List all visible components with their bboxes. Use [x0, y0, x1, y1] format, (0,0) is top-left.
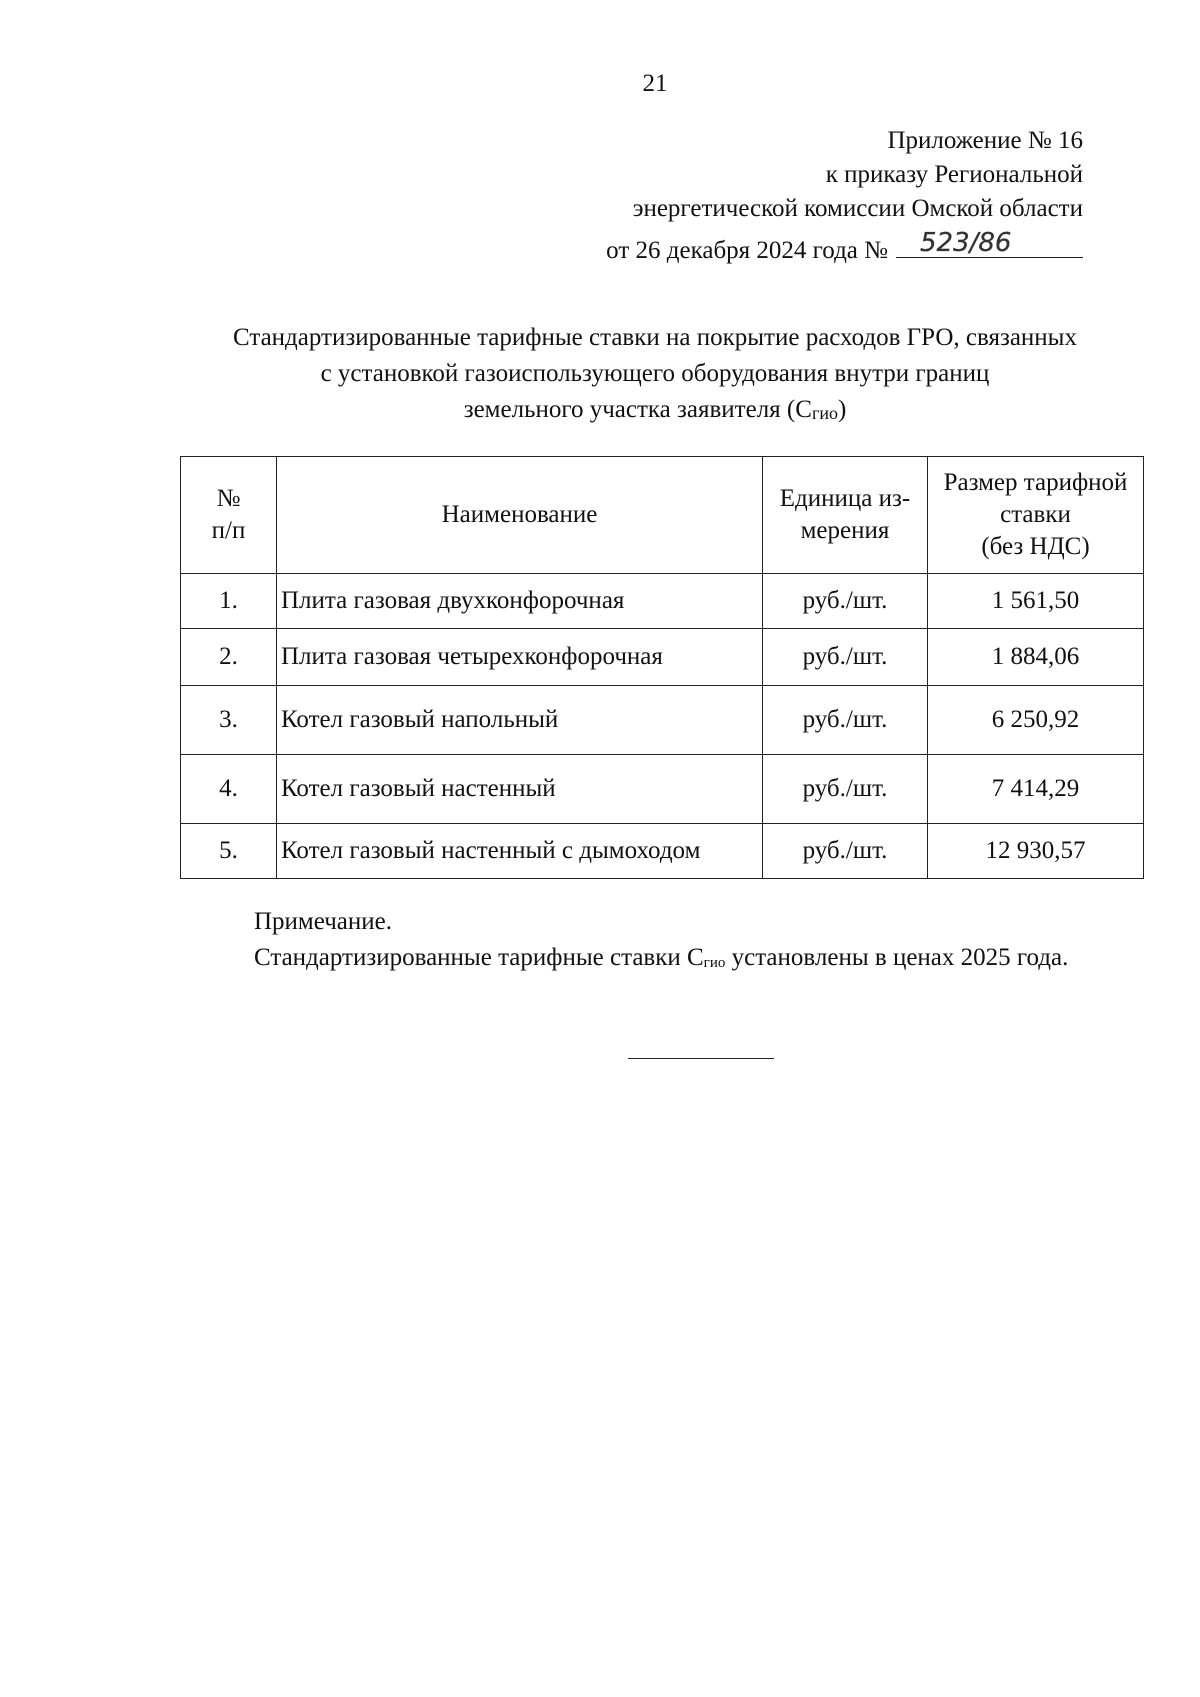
row-number: 1.	[181, 574, 277, 629]
appendix-title: Приложение № 16	[887, 127, 1083, 154]
header-name: Наименование	[277, 457, 763, 574]
row-number: 5.	[181, 824, 277, 879]
header-rate: Размер тарифной ставки (без НДС)	[928, 457, 1144, 574]
appendix-date-line	[606, 226, 1083, 268]
row-name: Котел газовый напольный	[277, 686, 763, 755]
row-rate: 7 414,29	[928, 755, 1144, 824]
row-unit: руб./шт.	[763, 686, 928, 755]
title-line-2: с установкой газоиспользующего оборудования внутри границ	[320, 360, 990, 387]
row-number: 3.	[181, 686, 277, 755]
note-heading: Примечание.	[254, 908, 393, 935]
row-unit: руб./шт.	[763, 574, 928, 629]
row-rate: 1 884,06	[928, 629, 1144, 686]
table-row	[181, 824, 1144, 879]
row-number: 2.	[181, 629, 277, 686]
row-number: 4.	[181, 755, 277, 824]
table-header-row	[181, 457, 1144, 574]
row-unit: руб./шт.	[763, 755, 928, 824]
appendix-commission: энергетической комиссии Омской области	[632, 195, 1083, 222]
header-unit: Единица из- мерения	[763, 457, 928, 574]
table-row	[181, 686, 1144, 755]
svg-text:523/86: 523/86	[920, 228, 1012, 257]
page-number: 21	[642, 70, 668, 97]
order-number-field	[896, 226, 1083, 258]
row-rate: 6 250,92	[928, 686, 1144, 755]
table-row	[181, 629, 1144, 686]
table-row	[181, 755, 1144, 824]
handwritten-order-number	[918, 227, 1068, 257]
row-unit: руб./шт.	[763, 824, 928, 879]
row-rate: 12 930,57	[928, 824, 1144, 879]
row-name: Котел газовый настенный	[277, 755, 763, 824]
appendix-order-ref: к приказу Региональной	[825, 161, 1083, 188]
end-divider	[628, 1058, 774, 1059]
appendix-block	[606, 124, 1083, 268]
row-name: Котел газовый настенный с дымоходом	[277, 824, 763, 879]
header-num: № п/п	[181, 457, 277, 574]
note-block	[180, 904, 1143, 981]
title-line-3: земельного участка заявителя $(С_{гио})$	[463, 396, 847, 423]
table-row	[181, 574, 1144, 629]
title-line-1: Стандартизированные тарифные ставки на покрытие расходов ГРО, связанных	[233, 324, 1077, 351]
row-name: Плита газовая двухконфорочная	[277, 574, 763, 629]
document-title	[150, 320, 1160, 431]
note-text: Стандартизированные тарифные ставки $С_{гио}$ установлены в ценах 2025 года.	[254, 944, 1069, 971]
row-name: Плита газовая четырехконфорочная	[277, 629, 763, 686]
appendix-date: от 26 декабря 2024 года №	[606, 237, 888, 264]
row-unit: руб./шт.	[763, 629, 928, 686]
tariff-table	[180, 456, 1144, 879]
row-rate: 1 561,50	[928, 574, 1144, 629]
